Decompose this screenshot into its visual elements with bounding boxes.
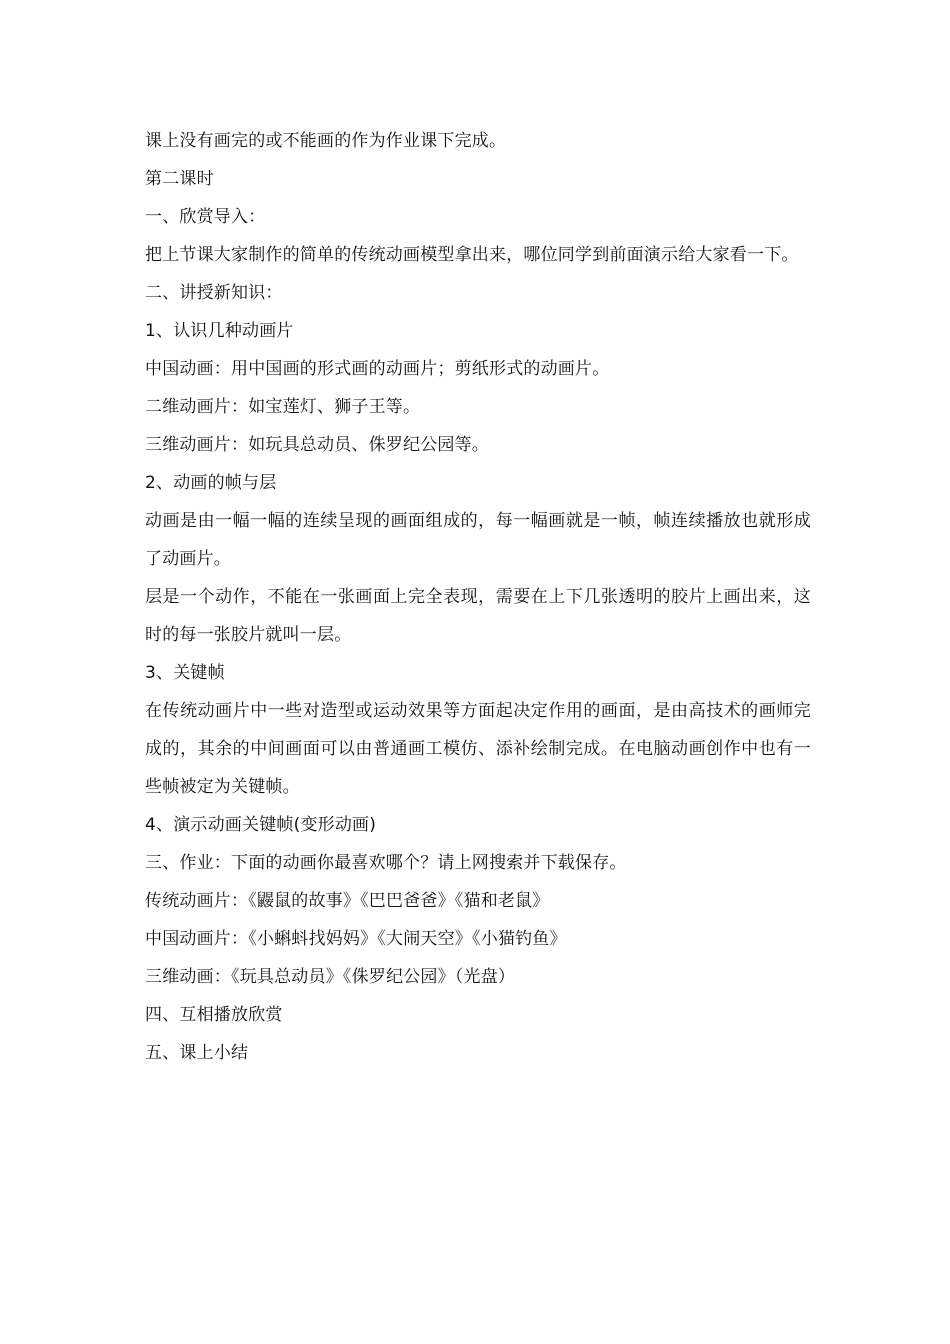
subheading-keyframes: 3、关键帧	[145, 663, 225, 683]
section-heading-summary: 五、课上小结	[145, 1043, 249, 1063]
lesson-title-second: 第二课时	[145, 169, 214, 189]
paragraph-3d-animation: 三维动画片：如玩具总动员、侏罗纪公园等。	[145, 435, 489, 455]
list-item-traditional-animation: 传统动画片：《鼹鼠的故事》《巴巴爸爸》《猫和老鼠》	[145, 891, 550, 911]
subheading-frames-layers: 2、动画的帧与层	[145, 473, 277, 493]
subheading-animation-types: 1、认识几种动画片	[145, 321, 294, 341]
paragraph-layers: 层是一个动作，不能在一张画面上完全表现，需要在上下几张透明的胶片上画出来，这时的每一张胶片就叫一层。	[145, 587, 811, 645]
paragraph-chinese-animation: 中国动画：用中国画的形式画的动画片；剪纸形式的动画片。	[145, 359, 610, 379]
paragraph-2d-animation: 二维动画片：如宝莲灯、狮子王等。	[145, 397, 421, 417]
section-heading-homework: 三、作业：下面的动画你最喜欢哪个？请上网搜索并下载保存。	[145, 853, 627, 873]
paragraph-frames: 动画是由一幅一幅的连续呈现的画面组成的，每一幅画就是一帧，帧连续播放也就形成了动画片。	[145, 511, 811, 569]
section-heading-appreciation: 一、欣赏导入：	[145, 207, 266, 227]
paragraph-model-demo: 把上节课大家制作的简单的传统动画模型拿出来，哪位同学到前面演示给大家看一下。	[145, 245, 799, 265]
document-body	[145, 122, 811, 1072]
subheading-keyframe-demo: 4、演示动画关键帧(变形动画)	[145, 815, 377, 835]
section-heading-new-knowledge: 二、讲授新知识：	[145, 283, 283, 303]
paragraph-homework-note: 课上没有画完的或不能画的作为作业课下完成。	[145, 131, 507, 151]
section-heading-mutual-play: 四、互相播放欣赏	[145, 1005, 283, 1025]
paragraph-keyframes: 在传统动画片中一些对造型或运动效果等方面起决定作用的画面，是由高技术的画师完成的，其余的中间画面可以由普通画工模仿、添补绘制完成。在电脑动画创作中也有一些帧被定为关键帧。	[145, 701, 811, 797]
list-item-3d-animation: 三维动画：《玩具总动员》《侏罗纪公园》（光盘）	[145, 967, 516, 987]
list-item-chinese-animation: 中国动画片：《小蝌蚪找妈妈》《大闹天空》《小猫钓鱼》	[145, 929, 567, 949]
